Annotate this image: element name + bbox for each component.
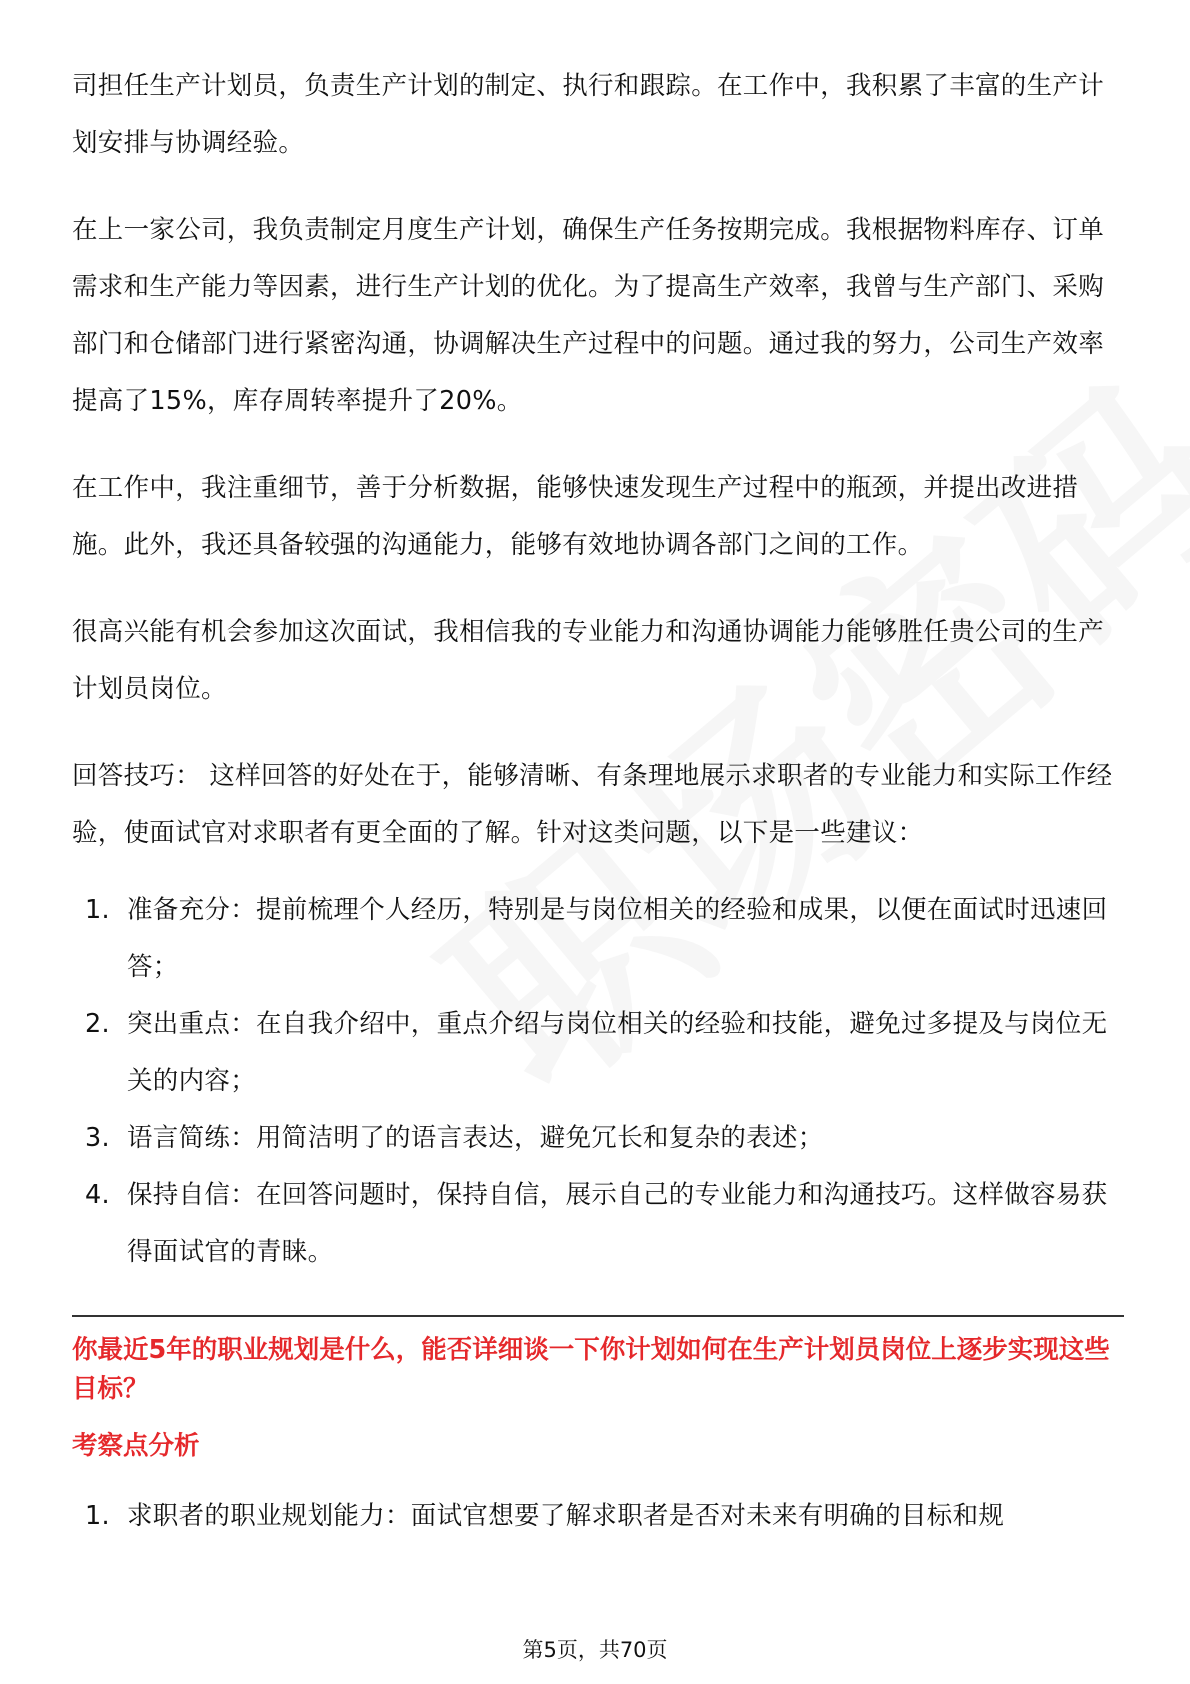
list-item-text: 保持自信：在回答问题时，保持自信，展示自己的专业能力和沟通技巧。这样做容易获得面试官的青睐。: [127, 1180, 1108, 1267]
list-item: [72, 996, 1124, 1110]
list-item: [72, 1110, 1124, 1167]
list-number: 1.: [85, 895, 110, 925]
list-item: [72, 1167, 1124, 1281]
list-item-text: 准备充分：提前梳理个人经历，特别是与岗位相关的经验和成果，以便在面试时迅速回答；: [127, 895, 1108, 982]
page-content: [72, 58, 1124, 1545]
list-item-text: 突出重点：在自我介绍中，重点介绍与岗位相关的经验和技能，避免过多提及与岗位无关的内容；: [127, 1009, 1108, 1096]
question-heading: 你最近5年的职业规划是什么，能否详细谈一下你计划如何在生产计划员岗位上逐步实现这些目标？: [72, 1335, 1110, 1404]
paragraph: 司担任生产计划员，负责生产计划的制定、执行和跟踪。在工作中，我积累了丰富的生产计划安排与协调经验。: [72, 71, 1105, 158]
list-number: 2.: [85, 1009, 110, 1039]
list-number: 3.: [85, 1123, 110, 1153]
paragraph: 在上一家公司，我负责制定月度生产计划，确保生产任务按期完成。我根据物料库存、订单需求和生产能力等因素，进行生产计划的优化。为了提高生产效率，我曾与生产部门、采购部门和仓储部门进行紧密沟通，协调解决生产过程中的问题。通过我的努力，公司生产效率提高了15%，库存周转率提升了20%。: [72, 215, 1105, 416]
paragraph: 在工作中，我注重细节，善于分析数据，能够快速发现生产过程中的瓶颈，并提出改进措施。此外，我还具备较强的沟通能力，能够有效地协调各部门之间的工作。: [72, 473, 1079, 560]
analysis-heading: 考察点分析: [72, 1431, 200, 1461]
analysis-list: [72, 1488, 1124, 1545]
page-footer: 第5页，共70页: [522, 1638, 668, 1662]
list-number: 4.: [85, 1180, 110, 1210]
list-item: [72, 882, 1124, 996]
answer-tips-paragraph: 回答技巧： 这样回答的好处在于，能够清晰、有条理地展示求职者的专业能力和实际工作经验，使面试官对求职者有更全面的了解。针对这类问题，以下是一些建议：: [72, 761, 1113, 848]
list-item-text: 语言简练：用简洁明了的语言表达，避免冗长和复杂的表述；: [127, 1123, 824, 1153]
tips-list: [72, 882, 1124, 1281]
section-divider: [72, 1315, 1124, 1317]
list-item-text: 求职者的职业规划能力：面试官想要了解求职者是否对未来有明确的目标和规: [127, 1501, 1005, 1531]
list-number: 1.: [85, 1501, 110, 1531]
list-item: [72, 1488, 1124, 1545]
paragraph: 很高兴能有机会参加这次面试，我相信我的专业能力和沟通协调能力能够胜任贵公司的生产计划员岗位。: [72, 617, 1105, 704]
